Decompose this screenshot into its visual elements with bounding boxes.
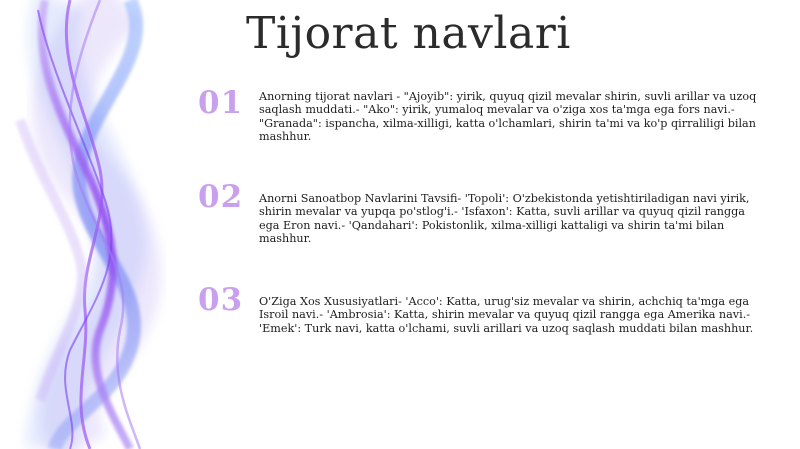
slide-title: Tijorat navlari xyxy=(246,8,571,59)
item-number-2: 02 xyxy=(198,179,244,215)
item-text-3: O'Ziga Xos Xususiyatlari- 'Acco': Katta, urug'siz mevalar va shirin, achchiq ta'mga ega Isroil navi.- 'Ambrosia': Katta, shirin mevalar va quyuq qizil rangga ega Amerika navi.- 'Emek': Turk navi, katta o'lchami, suvli arillari va uzoq saqlash muddati bilan mashhur. xyxy=(259,295,754,335)
item-number-3: 03 xyxy=(198,282,244,318)
item-text-1: Anorning tijorat navlari - "Ajoyib": yirik, quyuq qizil mevalar shirin, suvli arillar va uzoq saqlash muddati.- "Ako": yirik, yumaloq mevalar va o'ziga xos ta'mga ega fors navi.- "Granada": ispancha, xilma-xilligi, katta o'lchamlari, shirin ta'mi va ko'p qirraliligi bilan mashhur. xyxy=(259,90,757,144)
item-number-1: 01 xyxy=(198,85,244,121)
item-text-2: Anorni Sanoatbop Navlarini Tavsifi- 'Topoli': O'zbekistonda yetishtiriladigan navi yirik, shirin mevalar va yupqa po'stlog'i.- 'Isfaxon': Katta, suvli arillar va quyuq qizil rangga ega Eron navi.- 'Qandahari': Pokistonlik, xilma-xilligi kattaligi va shirin ta'mi bilan mashhur. xyxy=(259,192,750,246)
smoke-decoration xyxy=(0,0,200,449)
